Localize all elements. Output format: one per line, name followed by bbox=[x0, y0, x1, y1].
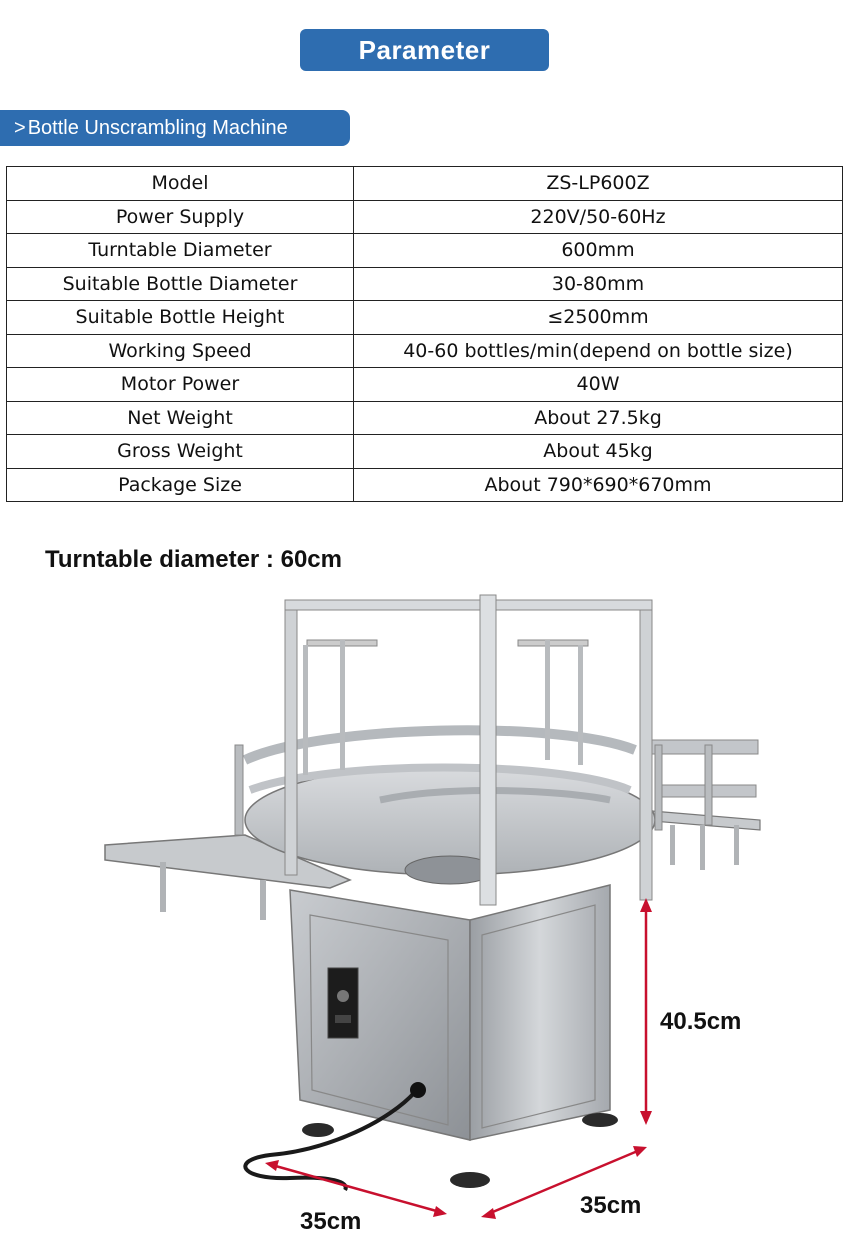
width-dimension-label-left: 35cm bbox=[300, 1208, 362, 1235]
table-row bbox=[7, 401, 843, 435]
section-title: Bottle Unscrambling Machine bbox=[27, 116, 288, 139]
table-row bbox=[7, 368, 843, 402]
param-key: Turntable Diameter bbox=[7, 234, 354, 268]
param-value: ZS-LP600Z bbox=[354, 167, 843, 201]
param-value: 40W bbox=[354, 368, 843, 402]
param-key: Net Weight bbox=[7, 401, 354, 435]
width-dimension-label-right: 35cm bbox=[580, 1192, 642, 1219]
width-arrow-left bbox=[272, 1165, 440, 1212]
param-value: 600mm bbox=[354, 234, 843, 268]
param-value: ≤2500mm bbox=[354, 301, 843, 335]
param-value: About 45kg bbox=[354, 435, 843, 469]
param-value: 40-60 bottles/min(depend on bottle size) bbox=[354, 334, 843, 368]
chevron-right-icon: > bbox=[14, 116, 26, 139]
param-key: Model bbox=[7, 167, 354, 201]
param-value: 220V/50-60Hz bbox=[354, 200, 843, 234]
table-row bbox=[7, 167, 843, 201]
param-key: Motor Power bbox=[7, 368, 354, 402]
param-key: Power Supply bbox=[7, 200, 354, 234]
table-row bbox=[7, 301, 843, 335]
table-row bbox=[7, 200, 843, 234]
table-row bbox=[7, 334, 843, 368]
param-key: Working Speed bbox=[7, 334, 354, 368]
machine-photo bbox=[90, 580, 790, 1240]
table-row bbox=[7, 234, 843, 268]
table-row bbox=[7, 267, 843, 301]
parameter-table bbox=[6, 166, 843, 502]
param-key: Package Size bbox=[7, 468, 354, 502]
table-row bbox=[7, 435, 843, 469]
param-value: 30-80mm bbox=[354, 267, 843, 301]
height-dimension-label: 40.5cm bbox=[660, 1008, 742, 1035]
param-value: About 27.5kg bbox=[354, 401, 843, 435]
photo-caption: Turntable diameter : 60cm bbox=[45, 546, 342, 573]
section-tab bbox=[0, 110, 350, 146]
table-row bbox=[7, 468, 843, 502]
parameter-badge: Parameter bbox=[300, 29, 549, 71]
param-key: Suitable Bottle Diameter bbox=[7, 267, 354, 301]
param-key: Gross Weight bbox=[7, 435, 354, 469]
param-key: Suitable Bottle Height bbox=[7, 301, 354, 335]
param-value: About 790*690*670mm bbox=[354, 468, 843, 502]
